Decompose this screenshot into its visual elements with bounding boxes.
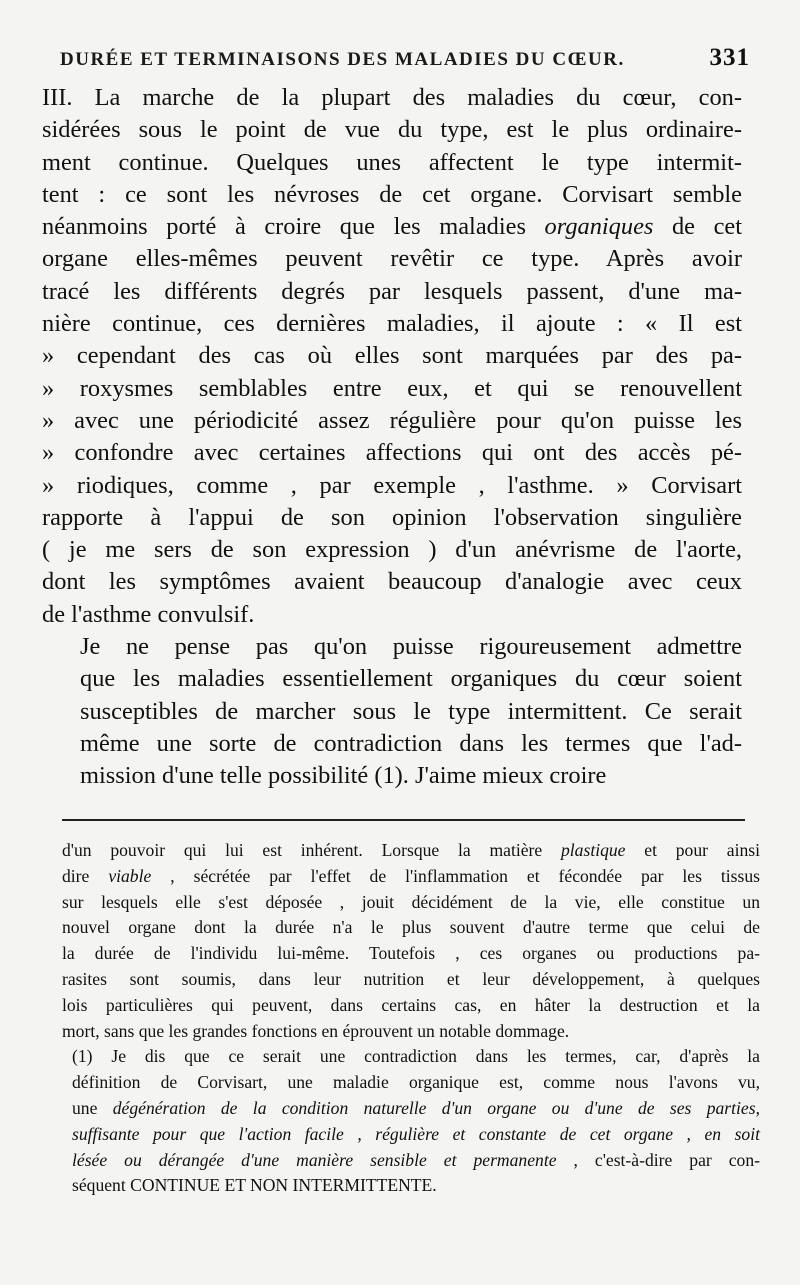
- text-line: » avec une périodicité assez régulière pour qu'on puisse les: [42, 406, 742, 434]
- text-line: tent : ce sont les névroses de cet organe. Corvisart semble: [42, 180, 742, 208]
- text-line: » roxysmes semblables entre eux, et qui se renouvellent: [42, 374, 742, 402]
- page-number: 331: [709, 44, 750, 71]
- text-line: » riodiques, comme , par exemple , l'asthme. » Corvisart: [42, 471, 742, 499]
- text-line: [62, 838, 760, 864]
- page-header: [60, 44, 750, 72]
- text-line: rasites sont soumis, dans leur nutrition et leur développement, à quelques: [62, 968, 760, 989]
- text-line: [72, 1148, 760, 1174]
- text-line: lois particulières qui peuvent, dans certains cas, en hâter la destruction et la: [62, 994, 760, 1015]
- text-line: sur lesquels elle s'est déposée , jouit décidément de la vie, elle constitue un: [62, 891, 760, 912]
- text-segment: d'un pouvoir qui lui est inhérent. Lorsque la matière: [62, 840, 561, 860]
- text-line: [62, 864, 760, 890]
- text-line: organe elles-mêmes peuvent revêtir ce type. Après avoir: [42, 245, 742, 273]
- text-segment: néanmoins porté à croire que les maladies: [42, 213, 545, 241]
- italic-text: suffisante pour que l'action facile , régulière et constante de cet organe , en soit: [72, 1123, 760, 1144]
- text-line: dont les symptômes avaient beaucoup d'analogie avec ceux: [42, 568, 742, 596]
- text-line: de l'asthme convulsif.: [42, 600, 255, 628]
- text-line: que les maladies essentiellement organiques du cœur soient: [80, 665, 742, 693]
- text-line: la durée de l'individu lui-même. Toutefois , ces organes ou productions pa-: [62, 943, 760, 964]
- text-segment: , sécrétée par l'effet de l'inflammation et fécondée par les tissus: [151, 865, 760, 886]
- footnote-continuation: [62, 838, 760, 1044]
- text-segment: une: [72, 1097, 113, 1118]
- text-segment: ,: [755, 1097, 760, 1118]
- text-segment: de cet: [653, 213, 742, 241]
- footnote-separator: [62, 819, 745, 821]
- text-line: ment continue. Quelques unes affectent le type intermit-: [42, 148, 742, 176]
- text-line: ( je me sers de son expression ) d'un anévrisme de l'aorte,: [42, 536, 742, 564]
- text-segment: et pour ainsi: [625, 840, 760, 860]
- footnote-1: [62, 1044, 760, 1199]
- text-line: [72, 1096, 760, 1122]
- text-line: Je ne pense pas qu'on puisse rigoureusement admettre: [80, 633, 742, 661]
- text-line: susceptibles de marcher sous le type intermittent. Ce serait: [80, 697, 742, 725]
- text-line: tracé les différents degrés par lesquels passent, d'une ma-: [42, 277, 742, 305]
- text-line: » confondre avec certaines affections qui ont des accès pé-: [42, 439, 742, 467]
- text-line: [42, 211, 742, 243]
- running-title: DURÉE ET TERMINAISONS DES MALADIES DU CŒUR.: [60, 49, 625, 70]
- italic-text: organiques: [544, 213, 654, 241]
- text-line: nouvel organe dont la durée n'a le plus souvent d'autre terme que celui de: [62, 917, 760, 938]
- text-line: III. La marche de la plupart des maladies du cœur, con-: [42, 84, 742, 111]
- paragraph-1: [42, 82, 742, 631]
- footnotes: [62, 838, 760, 1199]
- text-line: » cependant des cas où elles sont marquées par des pa-: [42, 342, 742, 370]
- text-line: (1) Je dis que ce serait une contradiction dans les termes, car, d'après la: [72, 1046, 760, 1067]
- text-line: mission d'une telle possibilité (1). J'aime mieux croire: [80, 762, 607, 790]
- paragraph-2: [42, 631, 742, 792]
- text-line: rapporte à l'appui de son opinion l'observation singulière: [42, 503, 742, 531]
- text-line: mort, sans que les grandes fonctions en éprouvent un notable dommage.: [62, 1020, 570, 1041]
- text-line: sidérées sous le point de vue du type, est le plus ordinaire-: [42, 116, 742, 144]
- text-segment: , c'est-à-dire par con-: [556, 1149, 761, 1170]
- text-line: [72, 1122, 760, 1148]
- main-text: [42, 82, 742, 793]
- text-segment: dire: [62, 865, 109, 886]
- italic-text: plastique: [560, 840, 626, 860]
- italic-text: lésée ou dérangée d'une manière sensible et permanente: [72, 1149, 557, 1170]
- italic-text: dégénération de la condition naturelle d'un organe ou d'une de ses parties: [112, 1097, 756, 1118]
- text-line: nière continue, ces dernières maladies, il ajoute : « Il est: [42, 310, 742, 338]
- italic-text: viable: [108, 865, 152, 886]
- text-line: même une sorte de contradiction dans les termes que l'ad-: [80, 729, 742, 757]
- text-line: séquent CONTINUE ET NON INTERMITTENTE.: [72, 1175, 437, 1196]
- text-line: définition de Corvisart, une maladie organique est, comme nous l'avons vu,: [72, 1072, 760, 1093]
